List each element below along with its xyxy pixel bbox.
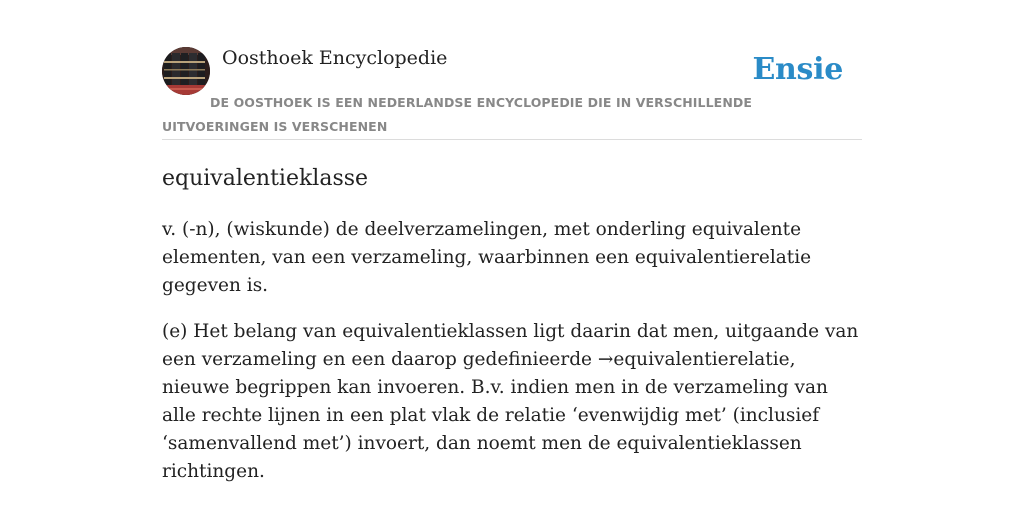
site-header — [162, 46, 862, 140]
encyclopedia-books-icon — [162, 47, 210, 95]
page — [162, 46, 862, 482]
explanation-paragraph — [162, 318, 862, 486]
explanation-text-end: , nieuwe begrippen kan invoeren. B.v. indien men in de verzameling van alle rechte lijnen in een plat vlak de relatie ‘evenwijdig met’ (inclusief ‘samenvallend met’) invoert, dan noemt men de equivalentieklassen richtingen. — [162, 349, 828, 482]
avatar[interactable] — [162, 47, 210, 95]
entry-title: equivalentieklasse — [162, 166, 369, 191]
site-name[interactable]: Oosthoek Encyclopedie — [222, 47, 448, 69]
site-tagline: DE OOSTHOEK IS EEN NEDERLANDSE ENCYCLOPEDIE DIE IN VERSCHILLENDE UITVOERINGEN IS VERSCHENEN — [162, 95, 752, 134]
ensie-logo-link[interactable]: Ensie — [752, 52, 843, 87]
definition-paragraph: v. (-n), (wiskunde) de deelverzamelingen, met onderling equivalente elementen, van een verzameling, waarbinnen een equivalentierelatie gegeven is. — [162, 219, 812, 296]
cross-reference-link[interactable]: →equivalentierelatie — [597, 349, 790, 370]
explanation-text-start: (e) Het belang van equivalentieklassen ligt daarin dat men, uitgaande van een verzameling en een daarop gedefinieerde — [162, 321, 859, 370]
entry-body — [162, 216, 862, 504]
